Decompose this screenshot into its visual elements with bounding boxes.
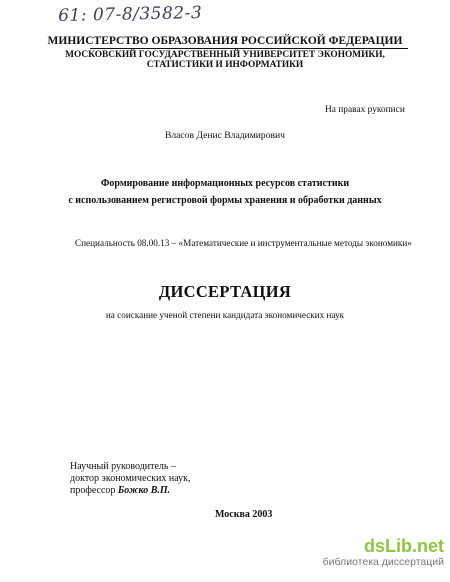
degree-line: на соискание ученой степени кандидата экономических наук bbox=[105, 310, 345, 320]
handwritten-catalog-number: 61: 07-8/3582-3 bbox=[58, 2, 203, 26]
ministry-heading: МИНИСТЕРСТВО ОБРАЗОВАНИЯ РОССИЙСКОЙ ФЕДЕРАЦИИ bbox=[47, 35, 403, 47]
university-name bbox=[0, 50, 450, 70]
dslib-caption: библиотека диссертаций bbox=[322, 556, 444, 568]
supervisor-name: Божко В.П. bbox=[117, 485, 171, 496]
specialty-line: Специальность 08.00.13 – «Математические и инструментальные методы экономики» bbox=[75, 238, 412, 248]
dslib-logo: dsLib.net bbox=[364, 536, 444, 556]
university-name-line1: МОСКОВСКИЙ ГОСУДАРСТВЕННЫЙ УНИВЕРСИТЕТ ЭКОНОМИКИ, bbox=[65, 50, 385, 60]
header-divider bbox=[90, 48, 408, 49]
dissertation-title-line1: Формирование информационных ресурсов статистики bbox=[100, 178, 350, 189]
city-year: Москва 2003 bbox=[215, 509, 273, 520]
dissertation-title bbox=[0, 175, 450, 209]
supervisor-line2: доктор экономических наук, bbox=[70, 473, 191, 484]
dissertation-title-line2: с использованием регистровой формы хранения и обработки данных bbox=[68, 195, 382, 206]
supervisor-line1: Научный руководитель – bbox=[70, 461, 176, 472]
dslib-watermark bbox=[0, 536, 444, 568]
university-name-line2: СТАТИСТИКИ И ИНФОРМАТИКИ bbox=[146, 60, 304, 70]
author-name: Власов Денис Владимирович bbox=[164, 130, 286, 141]
manuscript-rights-note: На правах рукописи bbox=[325, 105, 405, 115]
supervisor-block bbox=[70, 461, 191, 497]
supervisor-title: профессор bbox=[70, 485, 118, 496]
document-type-heading: ДИССЕРТАЦИЯ bbox=[158, 282, 292, 301]
supervisor-line3 bbox=[70, 485, 191, 497]
